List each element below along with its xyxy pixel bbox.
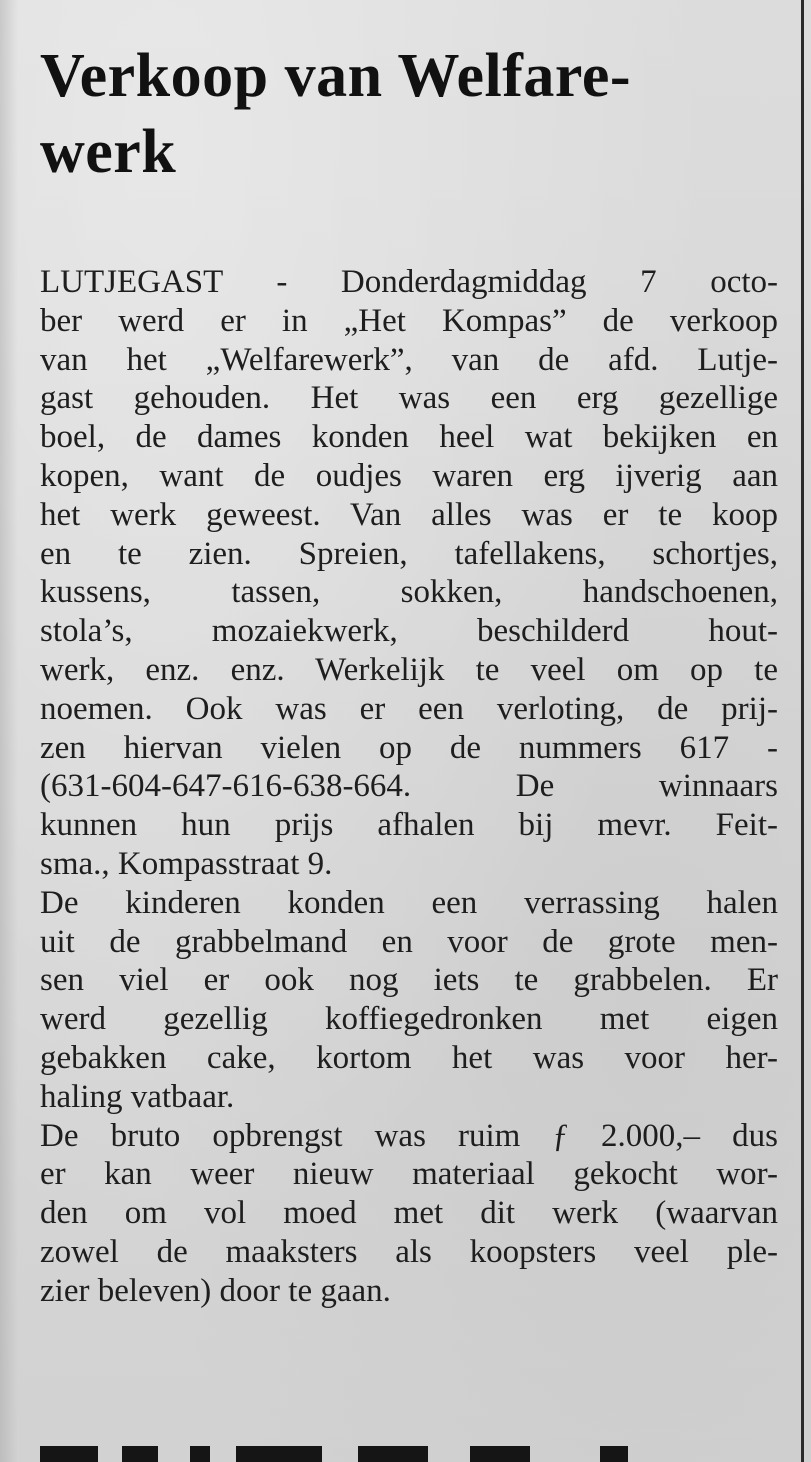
article-line: gebakken cake, kortom het was voor her- <box>40 1039 778 1076</box>
article-line: sen viel er ook nog iets te grabbelen. Er <box>40 962 778 999</box>
article-line: het werk geweest. Van alles was er te koop <box>40 496 778 533</box>
page-edge-shadow <box>0 0 18 1462</box>
article-line: haling vatbaar. <box>40 1078 235 1115</box>
article-line: boel, de dames konden heel wat bekijken en <box>40 419 778 456</box>
column-rule <box>801 0 804 1462</box>
article-line: en te zien. Spreien, tafellakens, schortjes, <box>40 535 778 572</box>
article-line: zowel de maaksters als koopsters veel ple- <box>40 1233 778 1270</box>
article-line: den om vol moed met dit werk (waarvan <box>40 1195 778 1232</box>
article-line: kussens, tassen, sokken, handschoenen, <box>40 574 778 611</box>
article-line: er kan weer nieuw materiaal gekocht wor- <box>40 1156 778 1193</box>
article-line: zen hiervan vielen op de nummers 617 - <box>40 729 778 766</box>
article-line: werk, enz. enz. Werkelijk te veel om op te <box>40 651 778 688</box>
next-article-heading-cutoff <box>40 1432 780 1462</box>
article-line: uit de grabbelmand en voor de grote men- <box>40 923 778 960</box>
article-line: De bruto opbrengst was ruim ƒ 2.000,– dus <box>40 1117 778 1154</box>
article-line: gast gehouden. Het was een erg gezellige <box>40 380 778 417</box>
article-line: LUTJEGAST - Donderdagmiddag 7 octo- <box>40 264 778 300</box>
article-line: van het „Welfarewerk”, van de afd. Lutje- <box>40 341 778 378</box>
article-headline <box>40 38 780 190</box>
article-line: ber werd er in „Het Kompas” de verkoop <box>40 302 778 339</box>
article-line: zier beleven) door te gaan. <box>40 1272 391 1309</box>
article-line: kunnen hun prijs afhalen bij mevr. Feit- <box>40 807 778 844</box>
article-body <box>40 263 778 1311</box>
article-line: De kinderen konden een verrassing halen <box>40 884 778 921</box>
article-line: werd gezellig koffiegedronken met eigen <box>40 1001 778 1038</box>
article-line: (631-604-647-616-638-664. De winnaars <box>40 768 778 805</box>
headline-line: Verkoop van Welfare- <box>40 42 631 110</box>
article-line: noemen. Ook was er een verloting, de prij- <box>40 690 778 727</box>
article-line: sma., Kompasstraat 9. <box>40 845 333 882</box>
article-line: kopen, want de oudjes waren erg ijverig aan <box>40 457 778 494</box>
article-line: stola’s, mozaiekwerk, beschilderd hout- <box>40 613 778 650</box>
headline-line: werk <box>40 118 177 186</box>
